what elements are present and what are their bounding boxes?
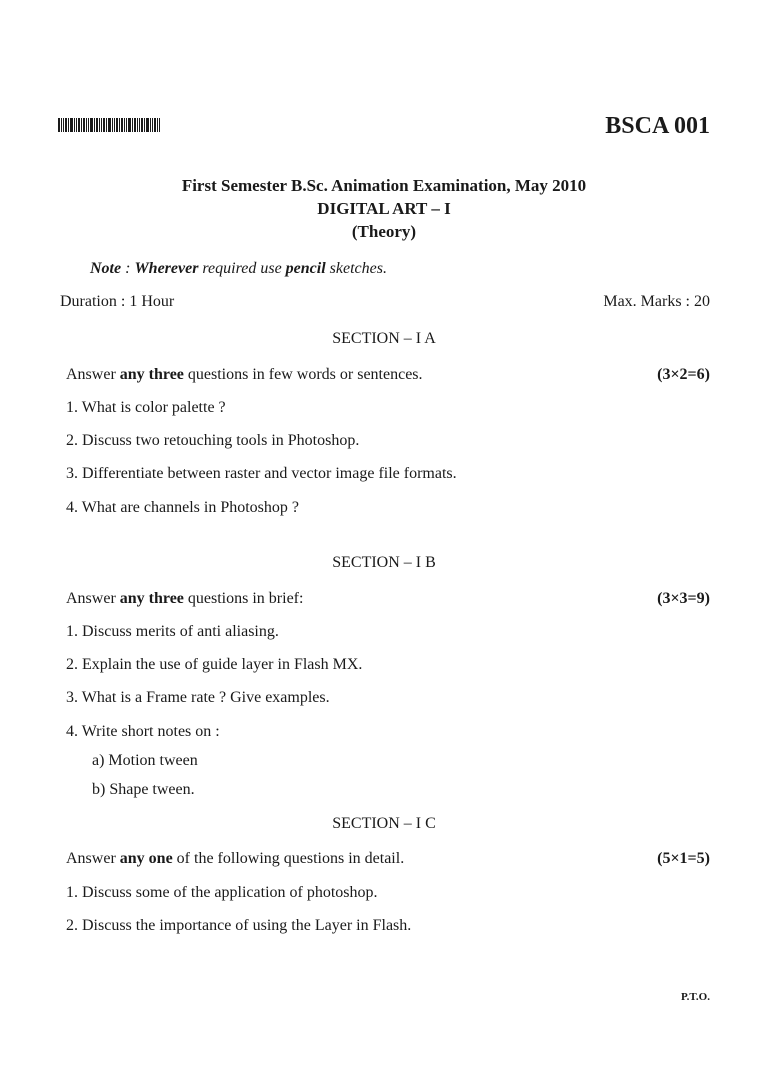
section-b-subitem-a: a) Motion tween xyxy=(92,752,198,769)
section-c-instruction xyxy=(66,850,404,868)
note-line xyxy=(90,260,387,278)
section-b-marks: (3×3=9) xyxy=(657,590,710,607)
section-a-marks: (3×2=6) xyxy=(657,366,710,383)
section-a-instr-pre: Answer xyxy=(66,366,120,383)
note-text-2: sketches. xyxy=(325,260,387,277)
note-word-wherever: Wherever xyxy=(134,260,199,277)
section-b-question-4: 4. Write short notes on : xyxy=(66,723,220,740)
section-b-title: SECTION – I B xyxy=(332,554,436,571)
duration: Duration : 1 Hour xyxy=(60,293,175,310)
section-a-instr-post: questions in few words or sentences. xyxy=(183,366,423,383)
paper-type: (Theory) xyxy=(351,222,417,241)
section-c-marks: (5×1=5) xyxy=(657,850,710,867)
section-b-instr-post: questions in brief: xyxy=(183,590,304,607)
section-c-title: SECTION – I C xyxy=(332,815,436,832)
section-a-question-2: 2. Discuss two retouching tools in Photoshop. xyxy=(66,432,360,449)
section-a-question-3: 3. Differentiate between raster and vector image file formats. xyxy=(66,465,457,482)
section-a-instr-bold: any three xyxy=(119,366,184,383)
section-c-question-1: 1. Discuss some of the application of photoshop. xyxy=(66,884,378,901)
section-b-question-2: 2. Explain the use of guide layer in Flash MX. xyxy=(66,656,363,673)
section-c-instr-post: of the following questions in detail. xyxy=(172,850,405,867)
subject-title: DIGITAL ART – I xyxy=(317,199,451,218)
exam-title: First Semester B.Sc. Animation Examination, May 2010 xyxy=(181,176,587,195)
note-word-pencil: pencil xyxy=(285,260,326,277)
section-a-question-4: 4. What are channels in Photoshop ? xyxy=(66,499,299,516)
page-turn-over: P.T.O. xyxy=(680,991,710,1003)
section-b-question-3: 3. What is a Frame rate ? Give examples. xyxy=(66,689,330,706)
note-text-1: required use xyxy=(198,260,286,277)
section-a-title: SECTION – I A xyxy=(332,330,436,347)
note-separator: : xyxy=(121,260,135,277)
section-a-instruction xyxy=(66,366,423,384)
paper-code: BSCA 001 xyxy=(605,113,710,139)
barcode-image xyxy=(58,118,160,132)
section-c-question-2: 2. Discuss the importance of using the Layer in Flash. xyxy=(66,917,412,934)
section-b-question-1: 1. Discuss merits of anti aliasing. xyxy=(66,623,279,640)
section-b-instr-bold: any three xyxy=(119,590,184,607)
section-a-question-1: 1. What is color palette ? xyxy=(66,399,226,416)
section-b-instr-pre: Answer xyxy=(66,590,120,607)
section-b-instruction xyxy=(66,590,303,608)
note-label: Note xyxy=(90,260,122,277)
section-b-subitem-b: b) Shape tween. xyxy=(92,781,195,798)
max-marks: Max. Marks : 20 xyxy=(603,293,710,310)
section-c-instr-bold: any one xyxy=(119,850,173,867)
section-c-instr-pre: Answer xyxy=(66,850,120,867)
